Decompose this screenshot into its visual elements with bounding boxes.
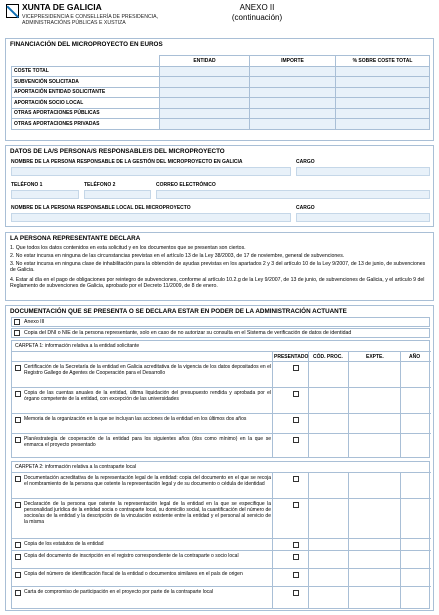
input-cell[interactable] xyxy=(336,87,430,98)
name1-label: NOMBRE DE LA PERSONA RESPONSABLE DE LA GESTIÓN DEL MICROPROYECTO EN GALICIA xyxy=(11,159,243,165)
row-label: SUBVENCIÓN SOLICITADA xyxy=(12,77,160,88)
row-label: OTRAS APORTACIONES PRIVADAS xyxy=(12,119,160,130)
charge2-field[interactable] xyxy=(296,213,430,222)
input-cell[interactable] xyxy=(250,87,336,98)
doc-row xyxy=(12,538,431,550)
presentado-checkbox[interactable] xyxy=(293,437,299,443)
input-cell[interactable] xyxy=(160,98,250,109)
doc-checkbox[interactable] xyxy=(15,365,21,371)
xunta-logo xyxy=(6,3,158,26)
doc-label: Carta de compromiso de participación en el proyecto por parte de la contraparte local xyxy=(24,589,213,595)
doc-row xyxy=(12,413,431,433)
phone2-label: TELÉFONO 2 xyxy=(84,182,116,188)
doc-checkbox[interactable] xyxy=(15,391,21,397)
annex-title xyxy=(214,3,300,23)
annex-row xyxy=(11,317,430,327)
charge1-label: CARGO xyxy=(296,159,315,165)
declare-item: 4. Estar al día en el pago de obligaciones por reintegro de subvenciones, conforme al artículo 10.2.g de la Ley 9/2007, de 13 de junio, de subvenciones de Galicia, y el artículo 9 del Reglamento de subvenciones de Galicia, aprobado por el Decreto 11/2009, de 8 de enero. xyxy=(10,277,425,290)
persons-section xyxy=(5,145,434,227)
col-ano: AÑO xyxy=(409,354,421,360)
doc-label: Plan/estrategia de cooperación de la entidad para los siguientes años (dos como mínimo) en la que se enmarca el proyecto presentado xyxy=(24,436,271,449)
doc-row xyxy=(12,498,431,538)
col-percent: % SOBRE COSTE TOTAL xyxy=(336,56,430,67)
presentado-checkbox[interactable] xyxy=(293,365,299,371)
input-cell[interactable] xyxy=(336,66,430,77)
input-cell[interactable] xyxy=(160,66,250,77)
phone1-field[interactable] xyxy=(11,190,79,199)
doc-checkbox[interactable] xyxy=(15,417,21,423)
doc-label: Copia de las cuentas anuales de la entidad, última liquidación del presupuesto rendida y aprobada por el órgano competente de la entidad, con excepción de las universidades xyxy=(24,390,271,403)
presentado-checkbox[interactable] xyxy=(293,572,299,578)
input-cell[interactable] xyxy=(250,108,336,119)
col-importe: IMPORTE xyxy=(250,56,336,67)
presentado-checkbox[interactable] xyxy=(293,590,299,596)
input-cell[interactable] xyxy=(336,119,430,130)
header xyxy=(6,3,434,35)
logo-title: XUNTA DE GALICIA xyxy=(22,2,102,12)
col-expte: EXPTE. xyxy=(366,354,384,360)
financing-title: FINANCIACIÓN DEL MICROPROYECTO EN EUROS xyxy=(10,41,163,48)
row-label: APORTACIÓN ENTIDAD SOLICITANTE xyxy=(12,87,160,98)
col-entidad: ENTIDAD xyxy=(160,56,250,67)
input-cell[interactable] xyxy=(336,98,430,109)
folder2-title: CARPETA 2: información relativa a la contraparte local xyxy=(15,464,137,470)
col-cod-proc: CÓD. PROC. xyxy=(313,354,343,360)
doc-label: Copia del documento de inscripción en el registro correspondiente de la contraparte o socio local xyxy=(24,553,239,559)
folder1-title: CARPETA 1: información relativa a la entidad solicitante xyxy=(15,343,140,349)
annex-label: ANEXO II xyxy=(239,3,275,12)
doc-checkbox[interactable] xyxy=(15,572,21,578)
presentado-checkbox[interactable] xyxy=(293,554,299,560)
xunta-flag-icon xyxy=(6,4,19,18)
charge1-field[interactable] xyxy=(296,167,430,176)
doc-label: Memoria de la organización en la que se incluyan las acciones de la entidad en los últimos dos años xyxy=(24,416,247,422)
doc-label: Copia de los estatutos de la entidad xyxy=(24,541,104,547)
doc-label: Certificación de la Secretaría de la entidad en Galicia acreditativa de la vigencia de los datos depositados en el Registro Gallego de Agentes de Cooperación para el Desarrollo xyxy=(24,364,271,377)
declare-item: 3. No estar incursa en ninguna clase de inhabilitación para la obtención de ayudas previstas en los apartados 2 y 3 del artículo 10 de la Ley 9/2007, de 13 de junio, de subvenciones de Galicia. xyxy=(10,261,426,274)
name2-label: NOMBRE DE LA PERSONA RESPONSABLE LOCAL DEL MICROPROYECTO xyxy=(11,205,191,211)
phone1-label: TELÉFONO 1 xyxy=(11,182,43,188)
declare-item: 2. No estar incursa en ninguna de las circunstancias previstas en el artículo 13 de la Ley 38/2003, de 17 de noviembre, general de subvenciones. xyxy=(10,253,345,259)
input-cell[interactable] xyxy=(160,87,250,98)
doc-row xyxy=(12,550,431,568)
declares-title: LA PERSONA REPRESENTANTE DECLARA xyxy=(10,235,141,242)
doc-checkbox[interactable] xyxy=(15,502,21,508)
doc-checkbox[interactable] xyxy=(15,476,21,482)
email-field[interactable] xyxy=(156,190,430,199)
doc-label: Documentación acreditativa de la representación legal de la entidad: copia del documento en el que se recoja el nombramiento de la persona que ostente la representación legal y de su documento o cédula de identidad xyxy=(24,475,271,488)
col-presentado: PRESENTADO xyxy=(274,354,309,360)
input-cell[interactable] xyxy=(336,108,430,119)
folder2-table xyxy=(11,461,430,609)
doc-row xyxy=(12,586,431,608)
presentado-checkbox[interactable] xyxy=(293,391,299,397)
doc-label: Declaración de la persona que ostente la representación legal de la entidad en la que se especifique la personalidad jurídica de la entidad socia o contraparte local, su domicilio social, la cuantificación del número de socios/as de la entidad y la descripción de la vinculación existente entre la entidad y el personal al servicio de la misma xyxy=(24,501,271,526)
doc-row xyxy=(12,568,431,586)
name1-field[interactable] xyxy=(11,167,291,176)
phone2-field[interactable] xyxy=(84,190,151,199)
annex-continuation: (continuación) xyxy=(231,13,283,22)
row-label: OTRAS APORTACIONES PÚBLICAS xyxy=(12,108,160,119)
docs-title: DOCUMENTACIÓN QUE SE PRESENTA O SE DECLARA ESTAR EN PODER DE LA ADMINISTRACIÓN ACTUANTE xyxy=(10,308,347,315)
name2-field[interactable] xyxy=(11,213,291,222)
doc-checkbox[interactable] xyxy=(15,437,21,443)
doc-checkbox[interactable] xyxy=(15,554,21,560)
input-cell[interactable] xyxy=(250,66,336,77)
input-cell[interactable] xyxy=(250,77,336,88)
declare-item: 1. Que todos los datos contenidos en esta solicitud y en los documentos que se presentan son ciertos. xyxy=(10,245,246,251)
input-cell[interactable] xyxy=(160,77,250,88)
copy-dni-checkbox[interactable] xyxy=(14,330,20,336)
doc-checkbox[interactable] xyxy=(15,542,21,548)
presentado-checkbox[interactable] xyxy=(293,417,299,423)
input-cell[interactable] xyxy=(250,119,336,130)
annex-checkbox[interactable] xyxy=(14,319,20,325)
doc-row xyxy=(12,361,431,387)
doc-row xyxy=(12,433,431,457)
row-label: APORTACIÓN SOCIO LOCAL xyxy=(12,98,160,109)
folder1-table xyxy=(11,340,430,458)
charge2-label: CARGO xyxy=(296,205,315,211)
copy-dni-label: Copia del DNI o NIE de la persona representante, solo en caso de no autorizar su consulta en el Sistema de verificación de datos de identidad xyxy=(24,330,352,336)
row-label: COSTE TOTAL xyxy=(12,66,160,77)
declares-section xyxy=(5,232,434,301)
docs-section xyxy=(5,305,434,611)
copy-dni-row xyxy=(11,328,430,338)
presentado-checkbox[interactable] xyxy=(293,476,299,482)
input-cell[interactable] xyxy=(160,119,250,130)
input-cell[interactable] xyxy=(160,108,250,119)
persons-title: DATOS DE LA/S PERSONA/S RESPONSABLE/S DEL MICROPROYECTO xyxy=(10,148,225,155)
doc-checkbox[interactable] xyxy=(15,590,21,596)
email-label: CORREO ELECTRÓNICO xyxy=(156,182,216,188)
logo-subtitle-1: VICEPRESIDENCIA E CONSELLERÍA DE PRESIDENCIA, xyxy=(22,14,159,20)
input-cell[interactable] xyxy=(250,98,336,109)
input-cell[interactable] xyxy=(336,77,430,88)
logo-subtitle-2: ADMINISTRACIÓNS PÚBLICAS E XUSTIZA xyxy=(22,20,126,26)
financing-section xyxy=(5,38,434,141)
doc-row xyxy=(12,387,431,413)
annex-label: Anexo III xyxy=(24,319,45,325)
financing-table xyxy=(11,55,430,130)
doc-row xyxy=(12,472,431,498)
presentado-checkbox[interactable] xyxy=(293,542,299,548)
presentado-checkbox[interactable] xyxy=(293,502,299,508)
doc-label: Copia del número de identificación fiscal de la entidad o documentos similares en el país de origen xyxy=(24,571,243,577)
